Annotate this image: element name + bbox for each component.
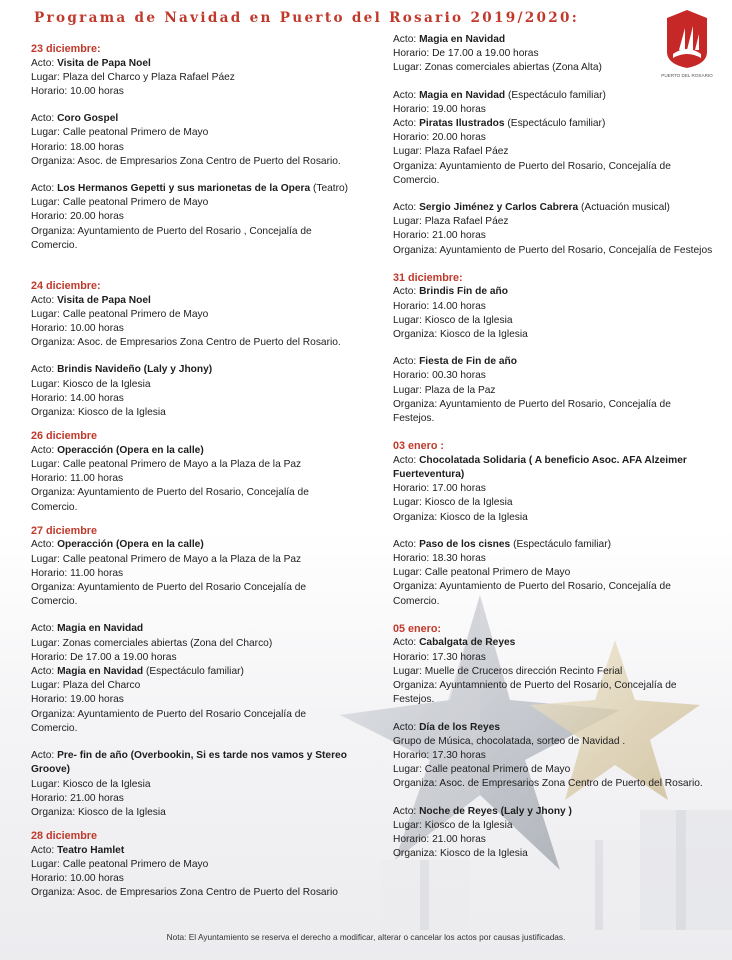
event-time: Horario: 17.30 horas [393,749,486,761]
event-organizer: Organiza: Ayuntamiento de Puerto del Rosario Concejalía de Comercio. [31,582,307,608]
event-location: Lugar: Kiosco de la Iglesia [393,497,513,509]
event-organizer: Organiza: Asoc. de Empresarios Zona Centro de Puerto del Rosario. [393,778,703,790]
event-organizer: Organiza: Asoc. de Empresarios Zona Centro de Puerto del Rosario [31,887,338,899]
event-name: Acto: Los Hermanos Gepetti y sus marionetas de la Opera (Teatro) [31,183,349,195]
event-organizer: Organiza: Ayuntamiento de Puerto del Rosario, Concejalía de Festejos. [393,398,671,425]
page-title: Programa de Navidad en Puerto del Rosario 2019/2020: [34,10,580,26]
event-name: Acto: Coro Gospel [31,113,119,125]
event-name: Acto: Día de los Reyes [393,721,501,733]
event-time: Horario: 21.00 horas [393,833,486,845]
event-time: Horario: 11.00 horas [31,473,124,485]
event-name: Acto: Piratas Ilustrados (Espectáculo familiar) [393,118,606,130]
event-name: Acto: Magia en Navidad [31,623,144,635]
event-time: Horario: 19.00 horas [393,103,486,115]
event-organizer: Organiza: Kiosco de la Iglesia [393,511,528,523]
event-time: Horario: 21.00 horas [393,230,486,242]
event-time: Horario: De 17.00 a 19.00 horas [31,651,177,663]
event-time: Horario: 10.00 horas [31,323,124,335]
event-organizer: Organiza: Kiosco de la Iglesia [31,806,166,818]
event-time: Horario: De 17.00 a 19.00 horas [393,48,539,60]
event-location: Lugar: Calle peatonal Primero de Mayo [393,764,571,776]
event-location: Lugar: Zonas comerciales abiertas (Zona Alta) [393,62,602,74]
event-name: Acto: Teatro Hamlet [31,844,125,856]
event-location: Lugar: Zonas comerciales abiertas (Zona del Charco) [31,637,273,649]
event-organizer: Organiza: Asoc. de Empresarios Zona Centro de Puerto del Rosario. [31,155,341,167]
event-time: Horario: 14.00 horas [393,300,486,312]
event-time: Horario: 21.00 horas [31,792,124,804]
event-location: Lugar: Calle peatonal Primero de Mayo a la Plaza de la Paz [31,459,302,471]
event-organizer: Organiza: Kiosco de la Iglesia [393,848,528,860]
date-heading: 03 enero : [393,440,445,453]
event-name: Acto: Sergio Jiménez y Carlos Cabrera (Actuación musical) [393,202,670,214]
footer-note: Nota: El Ayuntamiento se reserva el derecho a modificar, alterar o cancelar los actos por causas justificadas. [166,932,566,942]
event-description: Grupo de Música, chocolatada, sorteo de Navidad . [393,735,626,747]
event-organizer: Organiza: Kiosco de la Iglesia [31,407,166,419]
date-heading: 24 diciembre: [31,280,101,293]
event-organizer: Organiza: Ayuntamiento de Puerto del Rosario , Concejalía de Comercio. [31,225,312,251]
event-time: Horario: 20.00 horas [393,132,486,144]
event-name: Acto: Magia en Navidad (Espectáculo familiar) [393,89,606,101]
event-location: Lugar: Calle peatonal Primero de Mayo [31,858,209,870]
event-location: Lugar: Calle peatonal Primero de Mayo [31,308,209,320]
event-organizer: Organiza: Asoc. de Empresarios Zona Centro de Puerto del Rosario. [31,337,341,349]
event-location: Lugar: Plaza del Charco y Plaza Rafael Páez [31,71,235,83]
event-time: Horario: 17.00 horas [393,483,486,495]
event-location: Lugar: Plaza de la Paz [393,384,496,396]
event-location: Lugar: Plaza del Charco [31,680,141,692]
event-name: Acto: Noche de Reyes (Laly y Jhony ) [393,805,572,817]
event-time: Horario: 18.30 horas [393,553,486,565]
event-organizer: Organiza: Ayuntamniento de Puerto del Rosario, Concejalía de Festejos. [393,680,677,706]
event-name: Acto: Chocolatada Solidaria ( A beneficio Asoc. AFA Alzeimer Fuerteventura) [393,454,687,481]
event-organizer: Organiza: Ayuntamiento de Puerto del Rosario, Concejalía de Festejos [393,244,713,256]
logo-text: PUERTO DEL ROSARIO [661,73,713,78]
event-name: Acto: Operacción (Opera en la calle) [31,539,204,551]
event-location: Lugar: Plaza Rafael Páez [393,216,509,228]
date-heading: 05 enero: [393,622,442,635]
event-time: Horario: 18.00 horas [31,141,124,153]
event-location: Lugar: Calle peatonal Primero de Mayo [31,127,209,139]
date-heading: 23 diciembre: [31,43,101,55]
event-time: Horario: 19.00 horas [31,694,124,706]
event-name: Acto: Magia en Navidad (Espectáculo familiar) [31,666,244,678]
event-location: Lugar: Kiosco de la Iglesia [31,778,151,790]
event-time: Horario: 17.30 horas [393,651,486,663]
event-location: Lugar: Kiosco de la Iglesia [393,819,513,831]
event-name: Acto: Magia en Navidad [393,34,506,45]
event-location: Lugar: Plaza Rafael Páez [393,146,509,158]
event-name: Acto: Brindis Navideño (Laly y Jhony) [31,364,213,376]
event-time: Horario: 10.00 horas [31,873,124,885]
left-column [31,42,366,901]
event-time: Horario: 10.00 horas [31,86,124,97]
date-heading: 26 diciembre [31,430,98,443]
event-organizer: Organiza: Ayuntamiento de Puerto del Rosario Concejalía de Comercio. [31,708,307,734]
event-location: Lugar: Kiosco de la Iglesia [393,314,513,326]
event-name: Acto: Paso de los cisnes (Espectáculo familiar) [393,538,612,550]
date-heading: 28 diciembre [31,830,98,843]
event-name: Acto: Operacción (Opera en la calle) [31,444,204,456]
event-time: Horario: 14.00 horas [31,392,124,404]
event-organizer: Organiza: Ayuntamiento de Puerto del Rosario, Concejalía de Comercio. [393,160,671,186]
event-location: Lugar: Muelle de Cruceros dirección Recinto Ferial [393,665,623,677]
event-location: Lugar: Calle peatonal Primero de Mayo [393,567,571,579]
event-name: Acto: Pre- fin de año (Overbookin, Si es tarde nos vamos y Stereo Groove) [31,750,347,776]
event-time: Horario: 00.30 horas [393,370,486,382]
event-organizer: Organiza: Kiosco de la Iglesia [393,329,528,341]
event-time: Horario: 11.00 horas [31,567,124,579]
right-column [393,33,713,861]
event-location: Lugar: Calle peatonal Primero de Mayo a la Plaza de la Paz [31,553,302,565]
event-location: Lugar: Kiosco de la Iglesia [31,378,151,390]
date-heading: 27 diciembre [31,524,98,537]
event-organizer: Organiza: Ayuntamiento de Puerto del Rosario, Concejalía de Comercio. [393,581,671,607]
event-name: Acto: Cabalgata de Reyes [393,637,516,649]
event-time: Horario: 20.00 horas [31,211,124,223]
event-organizer: Organiza: Ayuntamiento de Puerto del Rosario, Concejalía de Comercio. [31,487,309,513]
event-name: Acto: Visita de Papa Noel [31,294,151,306]
event-location: Lugar: Calle peatonal Primero de Mayo [31,197,209,209]
event-name: Acto: Fiesta de Fin de año [393,356,517,368]
event-name: Acto: Visita de Papa Noel [31,57,151,69]
date-heading: 31 diciembre: [393,271,463,284]
event-name: Acto: Brindis Fin de año [393,286,508,298]
